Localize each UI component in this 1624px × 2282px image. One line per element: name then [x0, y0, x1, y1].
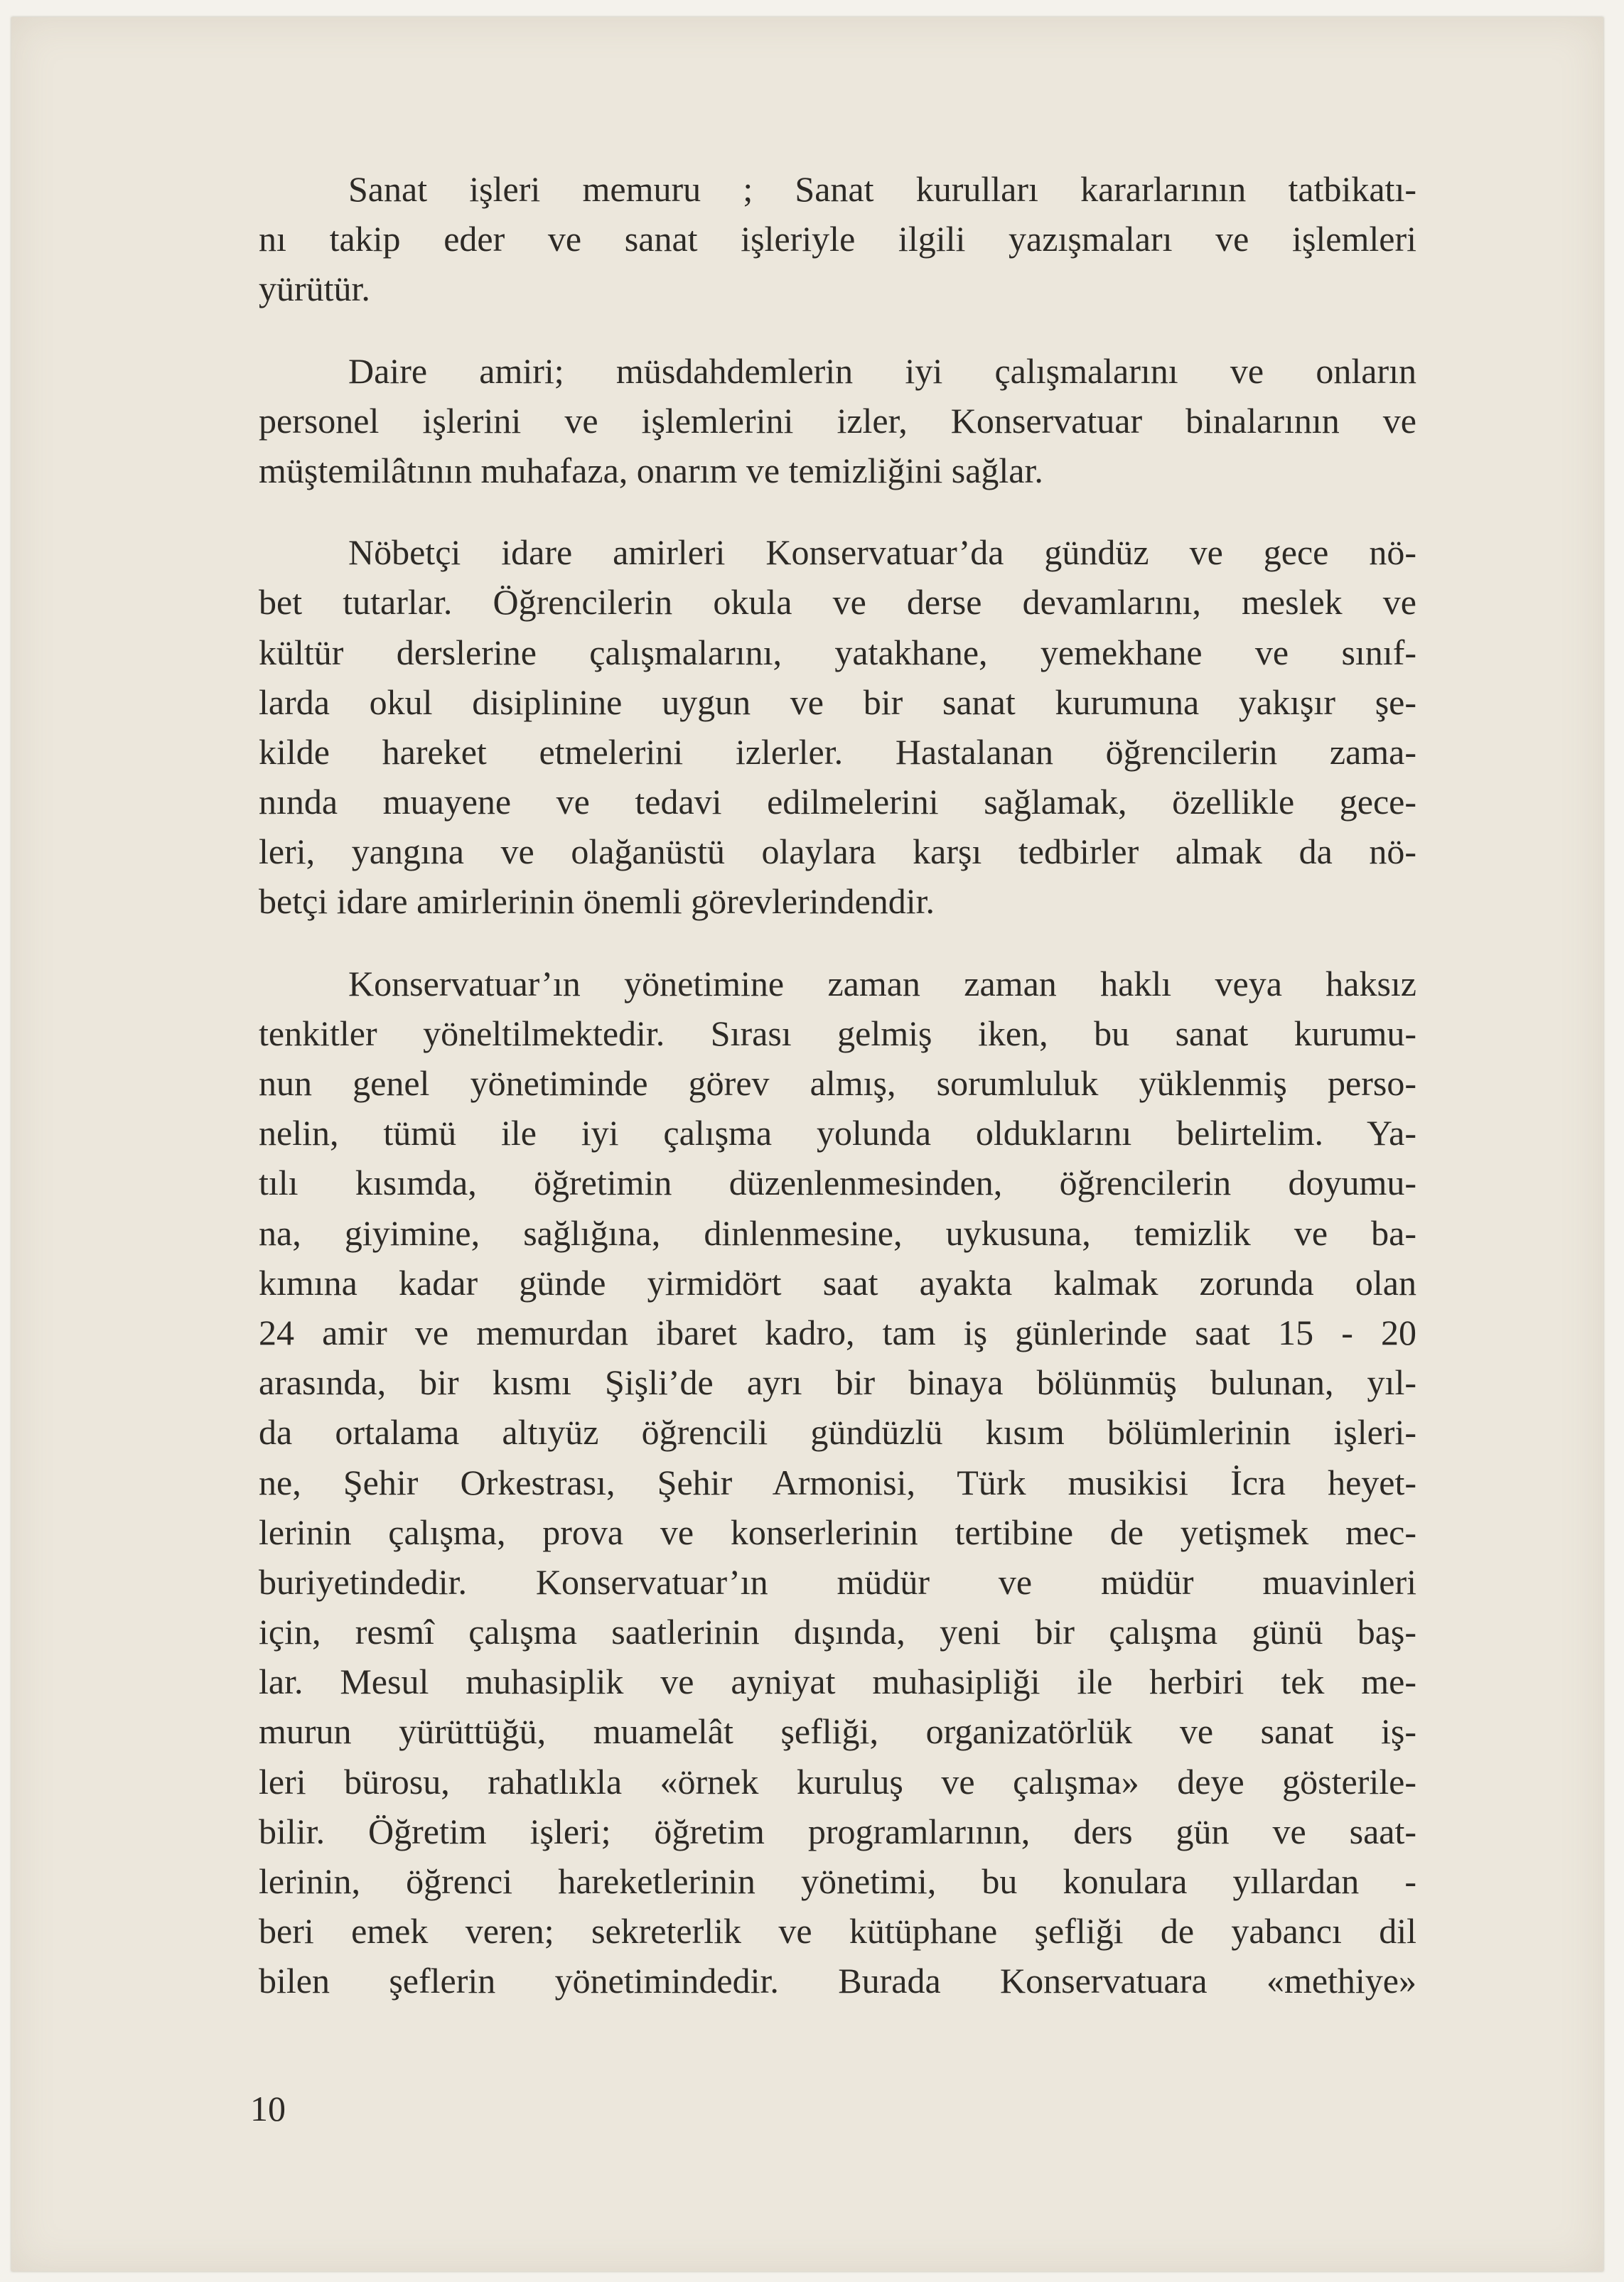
text-line: nı takip eder ve sanat işleriyle ilgili yazışmaları ve işlemleri: [259, 219, 1416, 259]
text-line: bilir. Öğretim işleri; öğretim programlarının, ders gün ve saat-: [259, 1811, 1416, 1851]
text-line: 24 amir ve memurdan ibaret kadro, tam iş günlerinde saat 15 - 20: [259, 1312, 1416, 1352]
text-line: betçi idare amirlerinin önemli görevlerindendir.: [259, 881, 935, 922]
text-line: lerinin çalışma, prova ve konserlerinin tertibine de yetişmek mec-: [259, 1512, 1416, 1552]
text-line: leri, yangına ve olağanüstü olaylara karşı tedbirler almak da nö-: [259, 831, 1416, 872]
text-line: na, giyimine, sağlığına, dinlenmesine, uykusuna, temizlik ve ba-: [259, 1212, 1416, 1253]
text-line: lar. Mesul muhasiplik ve ayniyat muhasipliği ile herbiri tek me-: [259, 1662, 1416, 1702]
text-line: bet tutarlar. Öğrencilerin okula ve derse devamlarını, meslek ve: [259, 582, 1416, 623]
text-line: bilen şeflerin yönetimindedir. Burada Konservatuara «methiye»: [259, 1961, 1416, 2001]
page-number: 10: [250, 2089, 286, 2128]
text-line: Sanat işleri memuru ; Sanat kurulları kararlarının tatbikatı-: [348, 169, 1416, 209]
text-line: personel işlerini ve işlemlerini izler, Konservatuar binalarının ve: [259, 400, 1416, 441]
body-text: [259, 164, 1416, 2006]
text-line: kilde hareket etmelerini izlerler. Hastalanan öğrencilerin zama-: [259, 731, 1416, 772]
text-line: kımına kadar günde yirmidört saat ayakta kalmak zorunda olan: [259, 1262, 1416, 1303]
paragraph-nobetci-idare-amirleri: [259, 527, 1416, 927]
text-line: lerinin, öğrenci hareketlerinin yönetimi, bu konulara yıllardan -: [259, 1861, 1416, 1901]
text-line: ne, Şehir Orkestrası, Şehir Armonisi, Türk musikisi İcra heyet-: [259, 1462, 1416, 1502]
text-line: Konservatuar’ın yönetimine zaman zaman haklı veya haksız: [348, 963, 1416, 1003]
text-line: nında muayene ve tedavi edilmelerini sağlamak, özellikle gece-: [259, 782, 1416, 822]
text-line: nun genel yönetiminde görev almış, sorumluluk yüklenmiş perso-: [259, 1063, 1416, 1103]
text-line: yürütür.: [259, 269, 370, 309]
text-line: tılı kısımda, öğretimin düzenlenmesinden, öğrencilerin doyumu-: [259, 1163, 1416, 1203]
text-line: murun yürüttüğü, muamelât şefliği, organizatörlük ve sanat iş-: [259, 1711, 1416, 1752]
text-line: da ortalama altıyüz öğrencili gündüzlü kısım bölümlerinin işleri-: [259, 1412, 1416, 1453]
text-line: buriyetindedir. Konservatuar’ın müdür ve müdür muavinleri: [259, 1561, 1416, 1602]
text-line: kültür derslerine çalışmalarını, yatakhane, yemekhane ve sınıf-: [259, 632, 1416, 672]
text-line: Nöbetçi idare amirleri Konservatuar’da gündüz ve gece nö-: [348, 532, 1416, 573]
text-line: nelin, tümü ile iyi çalışma yolunda olduklarını belirtelim. Ya-: [259, 1113, 1416, 1153]
paragraph-sanat-isleri-memuru: [259, 164, 1416, 314]
text-line: için, resmî çalışma saatlerinin dışında, yeni bir çalışma günü baş-: [259, 1612, 1416, 1652]
text-line: Daire amiri; müsdahdemlerin iyi çalışmalarını ve onların: [348, 350, 1416, 391]
text-line: müştemilâtının muhafaza, onarım ve temizliğini sağlar.: [259, 450, 1043, 490]
paragraph-konservatuar-yonetimi: [259, 959, 1416, 2006]
text-line: beri emek veren; sekreterlik ve kütüphane şefliği de yabancı dil: [259, 1911, 1416, 1952]
paragraph-daire-amiri: [259, 346, 1416, 496]
text-line: larda okul disiplinine uygun ve bir sanat kurumuna yakışır şe-: [259, 682, 1416, 722]
text-line: tenkitler yöneltilmektedir. Sırası gelmiş iken, bu sanat kurumu-: [259, 1013, 1416, 1053]
text-line: leri bürosu, rahatlıkla «örnek kuruluş ve çalışma» deye gösterile-: [259, 1761, 1416, 1802]
text-line: arasında, bir kısmı Şişli’de ayrı bir binaya bölünmüş bulunan, yıl-: [259, 1362, 1416, 1403]
